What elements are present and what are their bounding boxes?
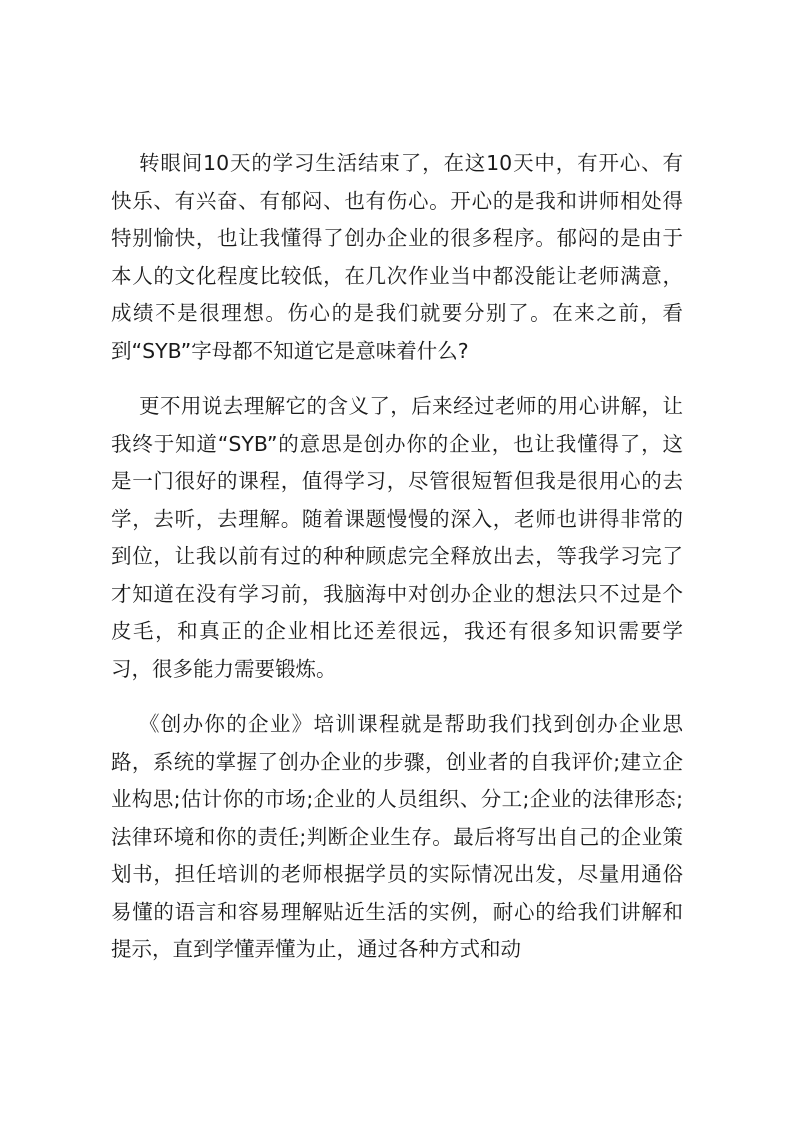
document-body [111,145,683,987]
paragraph-3: 《创办你的企业》培训课程就是帮助我们找到创办企业思路，系统的掌握了创办企业的步骤，创业者的自我评价;建立企业构思;估计你的市场;企业的人员组织、分工;企业的法律形态;法律环境和你的责任;判断企业生存。最后将写出自己的企业策划书，担任培训的老师根据学员的实际情况出发，尽量用通俗易懂的语言和容易理解贴近生活的实例，耐心的给我们讲解和提示，直到学懂弄懂为止，通过各种方式和动 [111,712,683,961]
paragraph-2: 更不用说去理解它的含义了，后来经过老师的用心讲解，让我终于知道“SYB”的意思是创办你的企业，也让我懂得了，这是一门很好的课程，值得学习，尽管很短暂但我是很用心的去学，去听，去理解。随着课题慢慢的深入，老师也讲得非常的到位，让我以前有过的种种顾虑完全释放出去，等我学习完了才知道在没有学习前，我脑海中对创办企业的想法只不过是个皮毛，和真正的企业相比还差很远，我还有很多知识需要学习，很多能力需要锻炼。 [111,394,683,681]
paragraph-1: 转眼间10天的学习生活结束了，在这10天中，有开心、有快乐、有兴奋、有郁闷、也有伤心。开心的是我和讲师相处得特别愉快，也让我懂得了创办企业的很多程序。郁闷的是由于本人的文化程度比较低，在几次作业当中都没能让老师满意，成绩不是很理想。伤心的是我们就要分别了。在来之前，看到“SYB”字母都不知道它是意味着什么? [111,151,683,363]
